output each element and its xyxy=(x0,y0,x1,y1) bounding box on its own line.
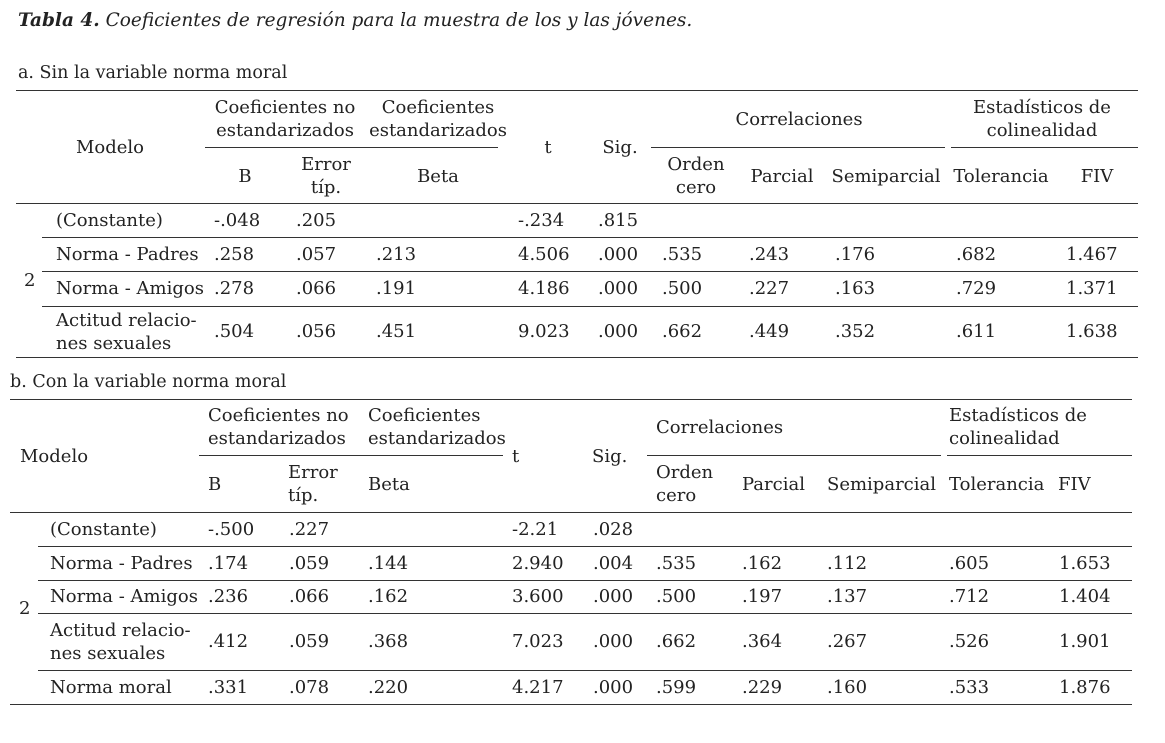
row-variable-name xyxy=(50,585,198,608)
header-b xyxy=(208,473,221,496)
cell-sig-line: .000 xyxy=(598,278,639,299)
cell-sig xyxy=(598,209,638,232)
cell-tolerancia xyxy=(949,585,989,608)
row-rule xyxy=(38,613,1132,614)
cell-parcial-line: .449 xyxy=(749,321,790,342)
cell-error xyxy=(296,209,336,232)
cell-orden-line: .662 xyxy=(656,631,697,652)
header-colinealidad-line: Estadísticos de xyxy=(973,97,1111,118)
cell-tolerancia-line: .611 xyxy=(956,321,997,342)
cell-b xyxy=(214,320,254,343)
cell-beta-line: .368 xyxy=(368,631,409,652)
cell-sig-line: .000 xyxy=(598,321,639,342)
cell-sig xyxy=(593,552,633,575)
cell-b-line: .504 xyxy=(214,321,255,342)
cell-orden xyxy=(656,552,696,575)
header-coef-std-line: Coeficientes xyxy=(368,405,481,426)
cell-t xyxy=(512,585,564,608)
cell-parcial xyxy=(742,585,782,608)
header-colinealidad xyxy=(949,404,1087,450)
header-fiv-line: FIV xyxy=(1058,473,1091,495)
cell-fiv xyxy=(1066,320,1118,343)
cell-parcial xyxy=(742,630,782,653)
header-correlaciones-line: Correlaciones xyxy=(735,108,863,130)
cell-beta xyxy=(368,585,408,608)
cell-t xyxy=(518,243,570,266)
cell-parcial-line: .162 xyxy=(742,552,783,574)
cell-t xyxy=(512,676,564,699)
header-semiparcial-line: Semiparcial xyxy=(827,473,936,495)
row-variable-name xyxy=(50,552,193,575)
cell-orden-line: .535 xyxy=(656,552,697,574)
cell-t-line: -2.21 xyxy=(512,518,559,540)
cell-orden xyxy=(656,676,696,699)
cell-t xyxy=(518,320,570,343)
cell-sig-line: .000 xyxy=(598,243,639,265)
cell-t-line: 7.023 xyxy=(512,631,564,652)
cell-b xyxy=(208,676,248,699)
cell-sig xyxy=(598,243,638,266)
header-parcial-line: Parcial xyxy=(742,473,805,495)
cell-tolerancia xyxy=(949,630,989,653)
cell-t xyxy=(512,552,564,575)
cell-error xyxy=(296,320,336,343)
row-variable-name xyxy=(56,243,199,266)
table-bottom-rule xyxy=(16,357,1138,358)
header-error-tip xyxy=(288,461,338,507)
cell-tolerancia-line: .533 xyxy=(949,676,990,698)
header-correlaciones-line: Correlaciones xyxy=(656,416,784,438)
cell-b-line: .331 xyxy=(208,676,249,698)
header-coef-no-std-line: Coeficientes no xyxy=(214,97,356,118)
header-t-line: t xyxy=(512,445,520,467)
cell-orden xyxy=(656,585,696,608)
header-t xyxy=(512,445,519,468)
cell-semiparcial-line: .163 xyxy=(835,278,876,299)
cell-error-line: .059 xyxy=(289,552,330,574)
cell-orden-line: .500 xyxy=(662,278,703,299)
cell-t-line: -.234 xyxy=(518,209,565,231)
cell-fiv-line: 1.404 xyxy=(1059,586,1111,607)
header-parcial-line: Parcial xyxy=(750,165,814,187)
cell-parcial xyxy=(749,320,789,343)
header-beta xyxy=(288,165,588,188)
cell-semiparcial xyxy=(835,277,875,300)
cell-fiv-line: 1.653 xyxy=(1059,552,1111,574)
cell-parcial-line: .197 xyxy=(742,586,783,607)
header-modelo-line: Modelo xyxy=(75,136,145,158)
header-fiv xyxy=(947,165,1165,188)
header-coef-std-line: estandarizados xyxy=(368,428,506,449)
cell-fiv xyxy=(1059,630,1111,653)
cell-sig-line: .815 xyxy=(598,209,639,231)
cell-fiv-line: 1.876 xyxy=(1059,676,1111,698)
header-tolerancia xyxy=(949,473,1044,496)
cell-b-line: .278 xyxy=(214,278,255,299)
cell-t-line: 2.940 xyxy=(512,552,564,574)
cell-b xyxy=(208,630,248,653)
cell-error xyxy=(289,676,329,699)
cell-sig-line: .000 xyxy=(593,676,634,698)
model-number xyxy=(24,269,35,292)
header-coef-no-std xyxy=(208,404,349,450)
row-variable-name-line: nes sexuales xyxy=(56,332,172,354)
cell-orden xyxy=(662,320,702,343)
caption-label: Tabla 4. xyxy=(18,10,100,31)
cell-error xyxy=(289,518,329,541)
row-variable-name-line: Actitud relacio- xyxy=(50,619,191,641)
header-coef-std-line: estandarizados xyxy=(369,120,507,141)
header-orden-cero-line: Orden xyxy=(656,462,714,483)
row-variable-name-line: (Constante) xyxy=(50,518,157,540)
subtitle-a: a. Sin la variable norma moral xyxy=(18,63,288,83)
cell-sig xyxy=(598,277,638,300)
header-tolerancia-line: Tolerancia xyxy=(949,473,1045,495)
cell-tolerancia xyxy=(956,277,996,300)
cell-parcial-line: .229 xyxy=(742,676,783,698)
cell-error xyxy=(296,277,336,300)
header-b-line: B xyxy=(238,165,252,187)
cell-fiv-line: 1.371 xyxy=(1066,278,1118,299)
corr-group-rule xyxy=(647,455,941,456)
cell-t xyxy=(518,277,570,300)
cell-sig-line: .000 xyxy=(593,586,634,607)
row-variable-name-line: (Constante) xyxy=(56,209,163,231)
header-error-tip-line: Error xyxy=(288,462,338,483)
cell-error xyxy=(296,243,336,266)
table-caption xyxy=(18,10,692,31)
header-error-tip-line: típ. xyxy=(310,177,342,198)
cell-tolerancia-line: .729 xyxy=(956,278,997,299)
header-sig-line: Sig. xyxy=(592,445,628,467)
header-beta-line: Beta xyxy=(368,473,410,495)
cell-t xyxy=(512,518,558,541)
cell-b-line: .174 xyxy=(208,552,249,574)
cell-beta xyxy=(376,277,416,300)
row-variable-name-line: Norma - Padres xyxy=(56,243,199,265)
header-beta xyxy=(368,473,410,496)
cell-fiv-line: 1.467 xyxy=(1066,243,1118,265)
cell-beta-line: .191 xyxy=(376,278,417,299)
cell-orden xyxy=(656,630,696,653)
cell-beta xyxy=(368,552,408,575)
header-correlaciones xyxy=(656,416,783,439)
header-error-tip-line: Error xyxy=(301,154,351,175)
cell-tolerancia-line: .605 xyxy=(949,552,990,574)
row-rule xyxy=(38,670,1132,671)
cell-error-line: .205 xyxy=(296,209,337,231)
header-orden-cero-line: Orden xyxy=(667,154,725,175)
row-variable-name xyxy=(50,518,157,541)
cell-semiparcial-line: .160 xyxy=(827,676,868,698)
header-colinealidad-line: colinealidad xyxy=(986,120,1098,141)
header-fiv-line: FIV xyxy=(1080,165,1114,187)
cell-sig-line: .004 xyxy=(593,552,634,574)
cell-sig-line: .000 xyxy=(593,631,634,652)
cell-b xyxy=(214,209,260,232)
cell-parcial xyxy=(749,243,789,266)
cell-orden-line: .535 xyxy=(662,243,703,265)
cell-sig xyxy=(593,518,633,541)
cell-semiparcial xyxy=(835,243,875,266)
cell-t-line: 9.023 xyxy=(518,321,570,342)
header-bottom-rule xyxy=(10,512,1132,513)
cell-tolerancia xyxy=(956,320,996,343)
cell-beta-line: .220 xyxy=(368,676,409,698)
header-coef-no-std-line: estandarizados xyxy=(216,120,354,141)
table-top-rule xyxy=(10,399,1132,400)
cell-semiparcial xyxy=(827,585,867,608)
cell-semiparcial xyxy=(827,676,867,699)
cell-fiv xyxy=(1066,277,1118,300)
header-orden-cero-line: cero xyxy=(656,485,697,506)
header-parcial xyxy=(742,473,805,496)
cell-t xyxy=(518,209,564,232)
row-variable-name xyxy=(50,619,191,665)
cell-beta-line: .144 xyxy=(368,552,409,574)
cell-parcial xyxy=(742,552,782,575)
header-orden-cero-line: cero xyxy=(675,177,717,198)
cell-tolerancia-line: .682 xyxy=(956,243,997,265)
cell-t xyxy=(512,630,564,653)
cell-parcial xyxy=(742,676,782,699)
header-t-line: t xyxy=(544,136,552,158)
cell-beta xyxy=(368,676,408,699)
cell-sig xyxy=(593,630,633,653)
cell-beta xyxy=(376,320,416,343)
row-variable-name-line: nes sexuales xyxy=(50,642,166,664)
header-sig-line: Sig. xyxy=(602,136,638,158)
cell-b-line: -.500 xyxy=(208,518,255,540)
cell-tolerancia-line: .712 xyxy=(949,586,990,607)
cell-beta-line: .451 xyxy=(376,321,417,342)
cell-tolerancia xyxy=(956,243,996,266)
header-colinealidad-line: colinealidad xyxy=(949,428,1060,449)
cell-parcial xyxy=(749,277,789,300)
cell-semiparcial-line: .267 xyxy=(827,631,868,652)
cell-orden-line: .500 xyxy=(656,586,697,607)
cell-orden-line: .599 xyxy=(656,676,697,698)
cell-error-line: .066 xyxy=(296,278,337,299)
model-number-line: 2 xyxy=(19,597,31,619)
model-number-line: 2 xyxy=(24,269,36,291)
header-orden-cero xyxy=(656,461,713,507)
cell-t-line: 4.217 xyxy=(512,676,564,698)
header-coef-std xyxy=(368,404,506,450)
header-b-line: B xyxy=(208,473,222,495)
cell-fiv xyxy=(1066,243,1118,266)
colin-group-rule xyxy=(951,147,1138,148)
header-coef-no-std-line: estandarizados xyxy=(208,428,346,449)
row-rule xyxy=(38,546,1132,547)
colin-group-rule xyxy=(947,455,1132,456)
cell-beta xyxy=(368,630,408,653)
cell-t-line: 4.506 xyxy=(518,243,570,265)
header-semiparcial-line: Semiparcial xyxy=(831,165,941,187)
cell-b xyxy=(214,277,254,300)
row-variable-name-line: Norma - Amigos xyxy=(50,586,198,607)
header-sig xyxy=(592,445,627,468)
header-colinealidad xyxy=(892,96,1165,142)
cell-beta xyxy=(376,243,416,266)
cell-error xyxy=(289,585,329,608)
caption-text: Coeficientes de regresión para la muestra de los y las jóvenes. xyxy=(105,10,693,31)
cell-orden xyxy=(662,277,702,300)
row-variable-name-line: Actitud relacio- xyxy=(56,309,197,331)
cell-b-line: .412 xyxy=(208,631,249,652)
cell-orden xyxy=(662,243,702,266)
row-variable-name xyxy=(56,209,163,232)
cell-sig xyxy=(593,676,633,699)
cell-b-line: .258 xyxy=(214,243,255,265)
row-rule xyxy=(38,580,1132,581)
cell-sig xyxy=(593,585,633,608)
row-variable-name xyxy=(56,309,197,355)
header-beta-line: Beta xyxy=(417,165,459,187)
coef-group-rule xyxy=(199,455,503,456)
header-error-tip-line: típ. xyxy=(288,485,319,506)
row-variable-name-line: Norma - Padres xyxy=(50,552,193,574)
cell-tolerancia-line: .526 xyxy=(949,631,990,652)
cell-error-line: .227 xyxy=(289,518,330,540)
cell-t-line: 3.600 xyxy=(512,586,564,607)
cell-b xyxy=(208,585,248,608)
table-top-rule xyxy=(16,90,1138,91)
row-rule xyxy=(42,271,1138,272)
cell-orden-line: .662 xyxy=(662,321,703,342)
subtitle-b: b. Con la variable norma moral xyxy=(10,372,287,392)
cell-b-line: -.048 xyxy=(214,209,261,231)
cell-fiv xyxy=(1059,585,1111,608)
cell-parcial-line: .227 xyxy=(749,278,790,299)
cell-b xyxy=(208,518,254,541)
header-coef-no-std-line: Coeficientes no xyxy=(208,405,349,426)
header-fiv xyxy=(1058,473,1091,496)
cell-semiparcial-line: .352 xyxy=(835,321,876,342)
cell-parcial-line: .243 xyxy=(749,243,790,265)
header-modelo xyxy=(20,445,88,468)
cell-tolerancia xyxy=(949,552,989,575)
cell-error xyxy=(289,552,329,575)
cell-error-line: .059 xyxy=(289,631,330,652)
cell-fiv-line: 1.638 xyxy=(1066,321,1118,342)
cell-fiv xyxy=(1059,552,1111,575)
cell-error-line: .057 xyxy=(296,243,337,265)
header-coef-std-line: Coeficientes xyxy=(381,97,495,118)
row-variable-name-line: Norma - Amigos xyxy=(56,278,204,299)
cell-sig xyxy=(598,320,638,343)
cell-b xyxy=(208,552,248,575)
header-semiparcial xyxy=(827,473,936,496)
row-variable-name-line: Norma moral xyxy=(50,676,172,698)
cell-semiparcial xyxy=(827,552,867,575)
cell-fiv xyxy=(1059,676,1111,699)
header-modelo-line: Modelo xyxy=(20,445,89,467)
cell-b-line: .236 xyxy=(208,586,249,607)
cell-fiv-line: 1.901 xyxy=(1059,631,1111,652)
cell-tolerancia xyxy=(949,676,989,699)
cell-beta-line: .162 xyxy=(368,586,409,607)
header-tolerancia-line: Tolerancia xyxy=(953,165,1049,187)
cell-b xyxy=(214,243,254,266)
cell-error-line: .056 xyxy=(296,321,337,342)
cell-semiparcial-line: .137 xyxy=(827,586,868,607)
row-rule xyxy=(42,237,1138,238)
cell-error xyxy=(289,630,329,653)
row-rule xyxy=(42,306,1138,307)
header-bottom-rule xyxy=(16,203,1138,204)
cell-t-line: 4.186 xyxy=(518,278,570,299)
cell-error-line: .066 xyxy=(289,586,330,607)
cell-semiparcial xyxy=(835,320,875,343)
cell-parcial-line: .364 xyxy=(742,631,783,652)
table-bottom-rule xyxy=(10,704,1132,705)
header-colinealidad-line: Estadísticos de xyxy=(949,405,1087,426)
cell-semiparcial xyxy=(827,630,867,653)
cell-semiparcial-line: .112 xyxy=(827,552,868,574)
model-number xyxy=(19,597,30,620)
cell-beta-line: .213 xyxy=(376,243,417,265)
row-variable-name xyxy=(56,277,204,300)
cell-sig-line: .028 xyxy=(593,518,634,540)
cell-semiparcial-line: .176 xyxy=(835,243,876,265)
cell-error-line: .078 xyxy=(289,676,330,698)
row-variable-name xyxy=(50,676,172,699)
